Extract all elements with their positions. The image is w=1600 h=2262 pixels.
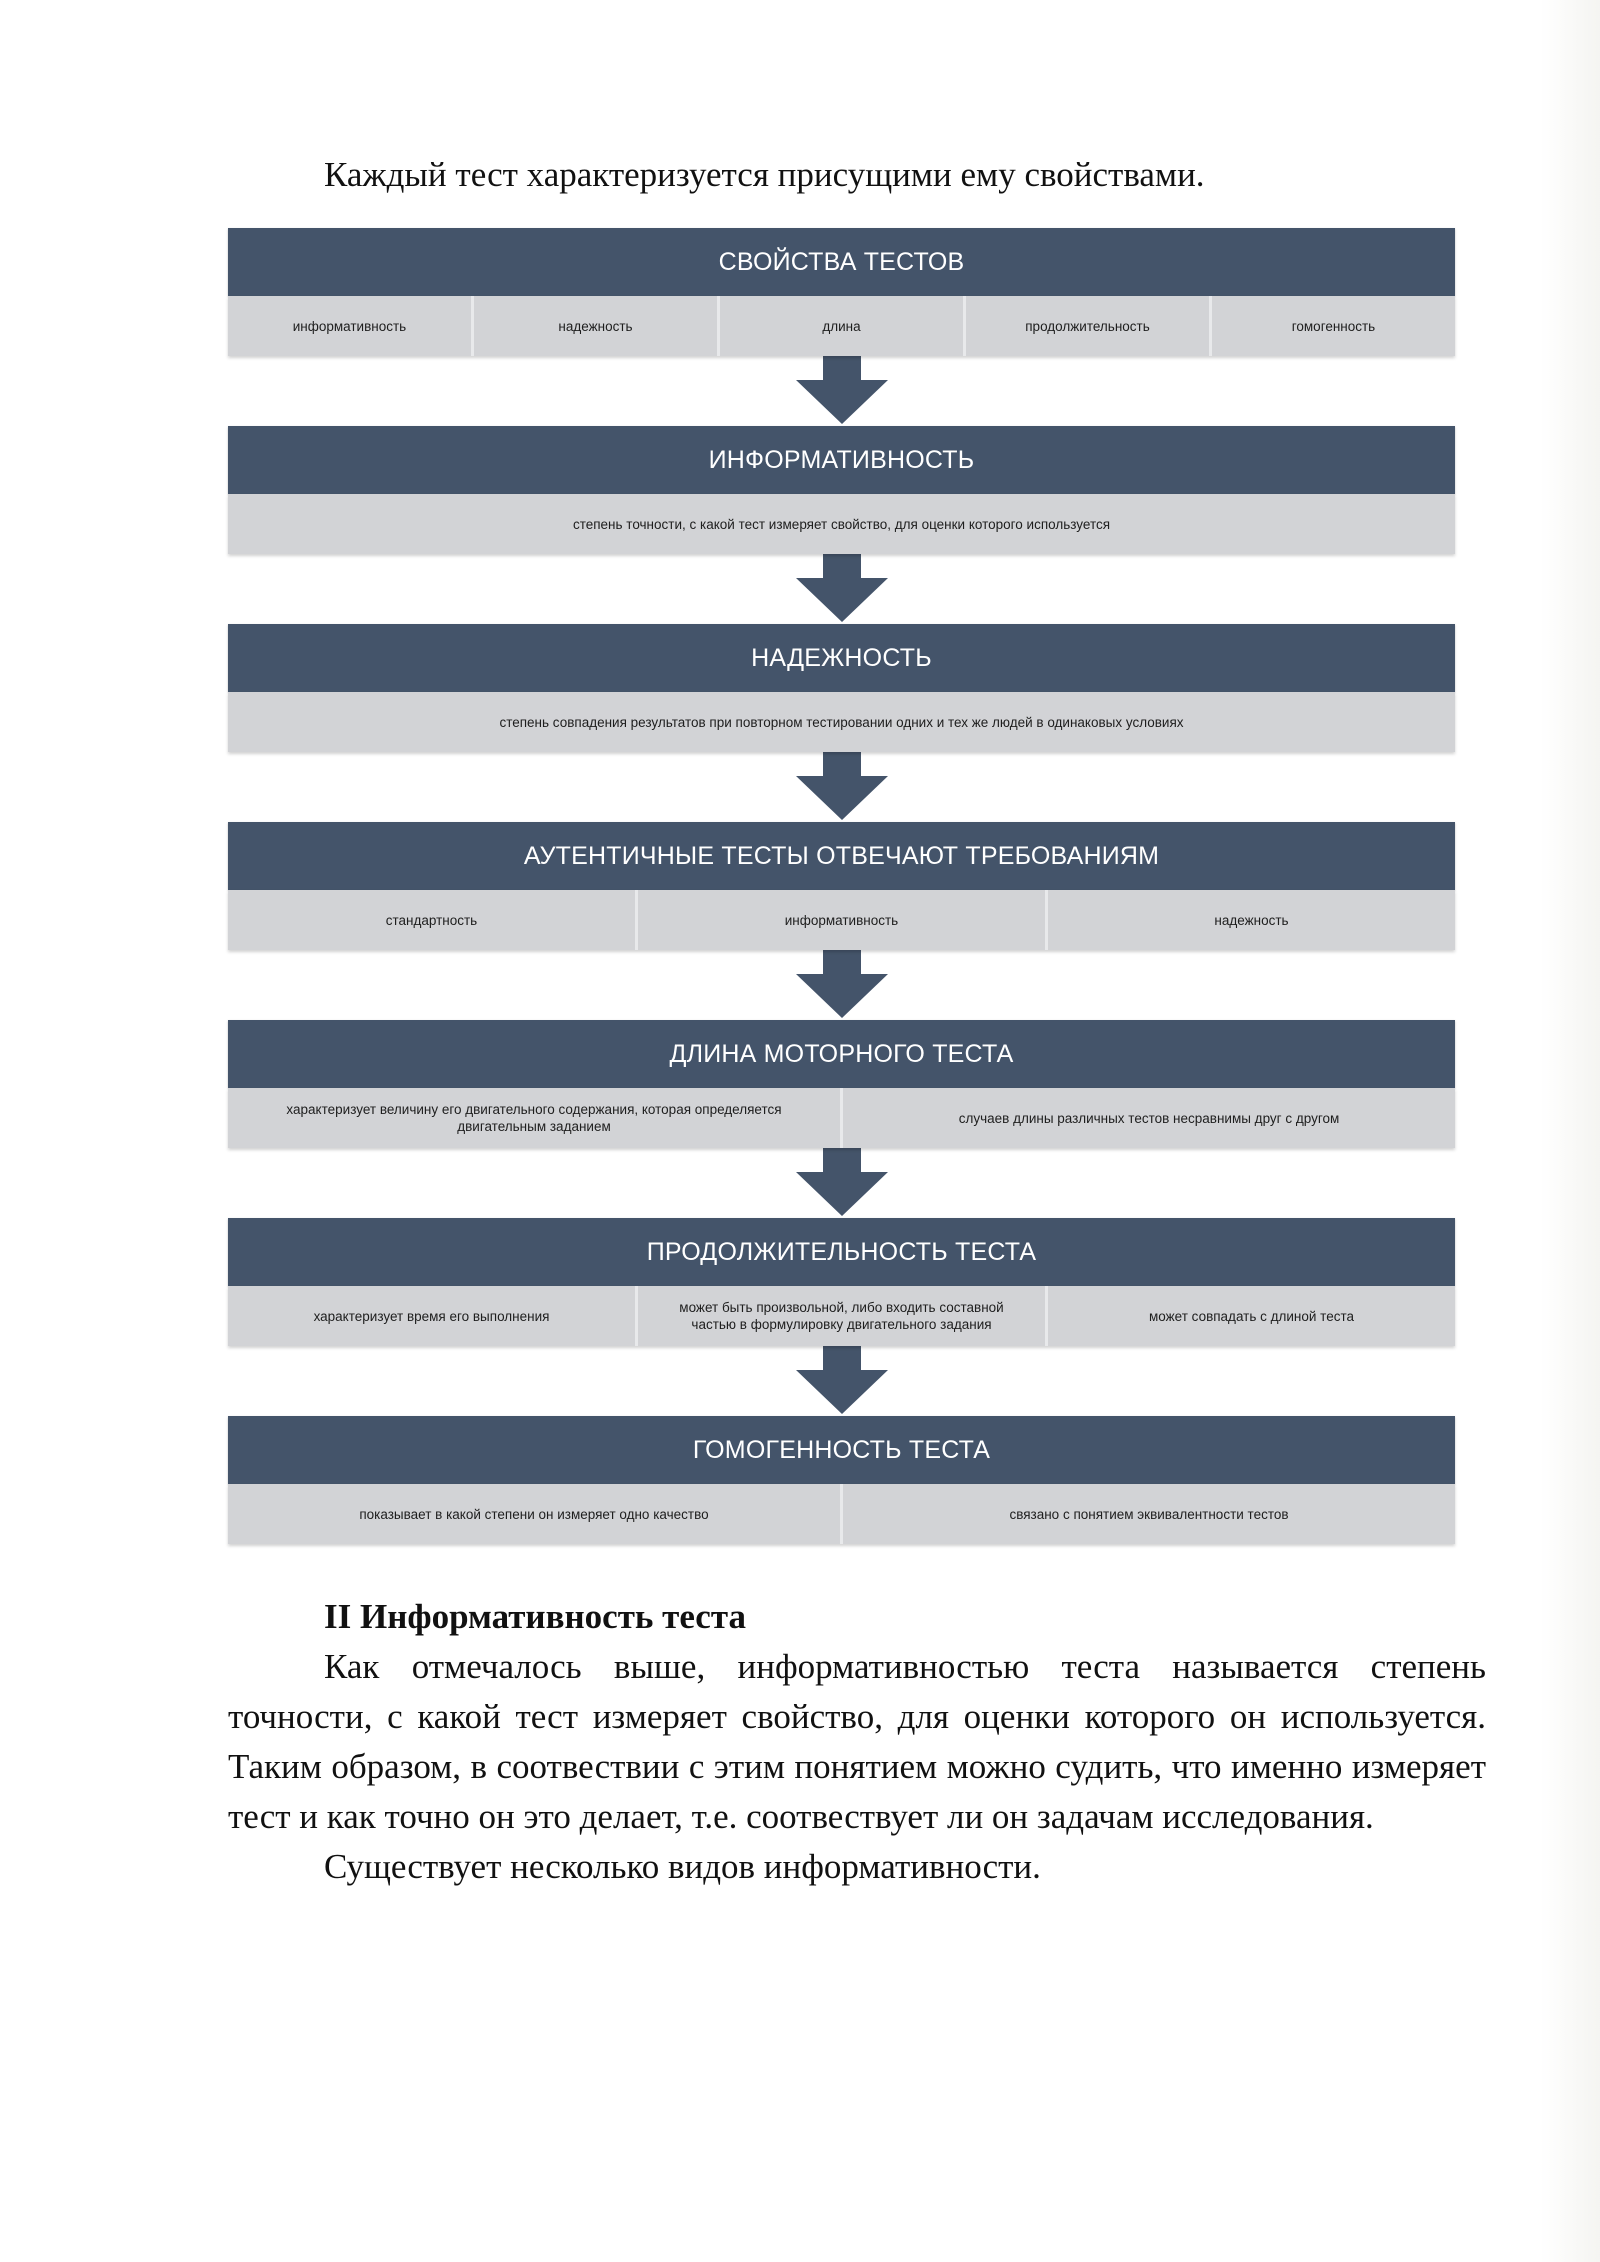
down-arrow-icon [228, 752, 1455, 822]
down-arrow-icon [228, 554, 1455, 624]
section-heading: II Информативность теста [324, 1597, 746, 1636]
diagram-cell: степень точности, с какой тест измеряет свойство, для оценки которого используется [228, 494, 1455, 554]
down-arrow-icon [228, 356, 1455, 426]
diagram-block [228, 1416, 1455, 1544]
diagram-block-title: СВОЙСТВА ТЕСТОВ [228, 228, 1455, 296]
diagram-block [228, 1218, 1455, 1346]
diagram-block-title: ПРОДОЛЖИТЕЛЬНОСТЬ ТЕСТА [228, 1218, 1455, 1286]
diagram-cell: длина [717, 296, 963, 356]
diagram-cell: связано с понятием эквивалентности тестов [840, 1484, 1455, 1544]
diagram-cell: характеризует время его выполнения [228, 1286, 635, 1346]
diagram-cell: надежность [471, 296, 717, 356]
diagram-block [228, 624, 1455, 752]
diagram-block-row [228, 494, 1455, 554]
diagram-block [228, 228, 1455, 356]
diagram-block-row [228, 296, 1455, 356]
section-paragraph-2: Существует несколько видов информативности. [324, 1847, 1041, 1886]
diagram-cell: случаев длины различных тестов несравнимы друг с другом [840, 1088, 1455, 1148]
diagram-cell: может совпадать с длиной теста [1045, 1286, 1455, 1346]
diagram-block-title: АУТЕНТИЧНЫЕ ТЕСТЫ ОТВЕЧАЮТ ТРЕБОВАНИЯМ [228, 822, 1455, 890]
diagram-cell: может быть произвольной, либо входить составной частью в формулировку двигательного задания [635, 1286, 1045, 1346]
diagram-block-title: ДЛИНА МОТОРНОГО ТЕСТА [228, 1020, 1455, 1088]
down-arrow-icon [228, 950, 1455, 1020]
diagram-block-row [228, 1286, 1455, 1346]
diagram-cell: показывает в какой степени он измеряет одно качество [228, 1484, 840, 1544]
page-edge-shadow [1540, 0, 1600, 2262]
down-arrow-icon [228, 1148, 1455, 1218]
diagram-cell: степень совпадения результатов при повторном тестировании одних и тех же людей в одинаковых условиях [228, 692, 1455, 752]
diagram-block-row [228, 890, 1455, 950]
diagram-cell: продолжительность [963, 296, 1209, 356]
diagram-cell: информативность [228, 296, 471, 356]
intro-text: Каждый тест характеризуется присущими ему свойствами. [324, 155, 1205, 194]
diagram-block-row [228, 1088, 1455, 1148]
diagram-block-row [228, 1484, 1455, 1544]
diagram-block-row [228, 692, 1455, 752]
diagram-cell: надежность [1045, 890, 1455, 950]
informativeness-section [228, 1592, 1486, 1892]
diagram-cell: гомогенность [1209, 296, 1455, 356]
diagram-block [228, 426, 1455, 554]
diagram-cell: характеризует величину его двигательного содержания, которая определяется двигательным заданием [228, 1088, 840, 1148]
diagram-cell: информативность [635, 890, 1045, 950]
diagram-block-title: НАДЕЖНОСТЬ [228, 624, 1455, 692]
diagram-block-title: ИНФОРМАТИВНОСТЬ [228, 426, 1455, 494]
section-paragraph-1: Как отмечалось выше, информативностью теста называется степень точности, с какой тест измеряет свойство, для оценки которого он используется. Таким образом, в соотвествии с этим понятием можно судить, что именно измеряет тест и как точно он это делает, т.е. соотвествует ли он задачам исследования. [228, 1647, 1486, 1836]
diagram-block [228, 1020, 1455, 1148]
diagram-cell: стандартность [228, 890, 635, 950]
diagram-block [228, 822, 1455, 950]
diagram-block-title: ГОМОГЕННОСТЬ ТЕСТА [228, 1416, 1455, 1484]
down-arrow-icon [228, 1346, 1455, 1416]
properties-flow-diagram [228, 228, 1455, 1544]
